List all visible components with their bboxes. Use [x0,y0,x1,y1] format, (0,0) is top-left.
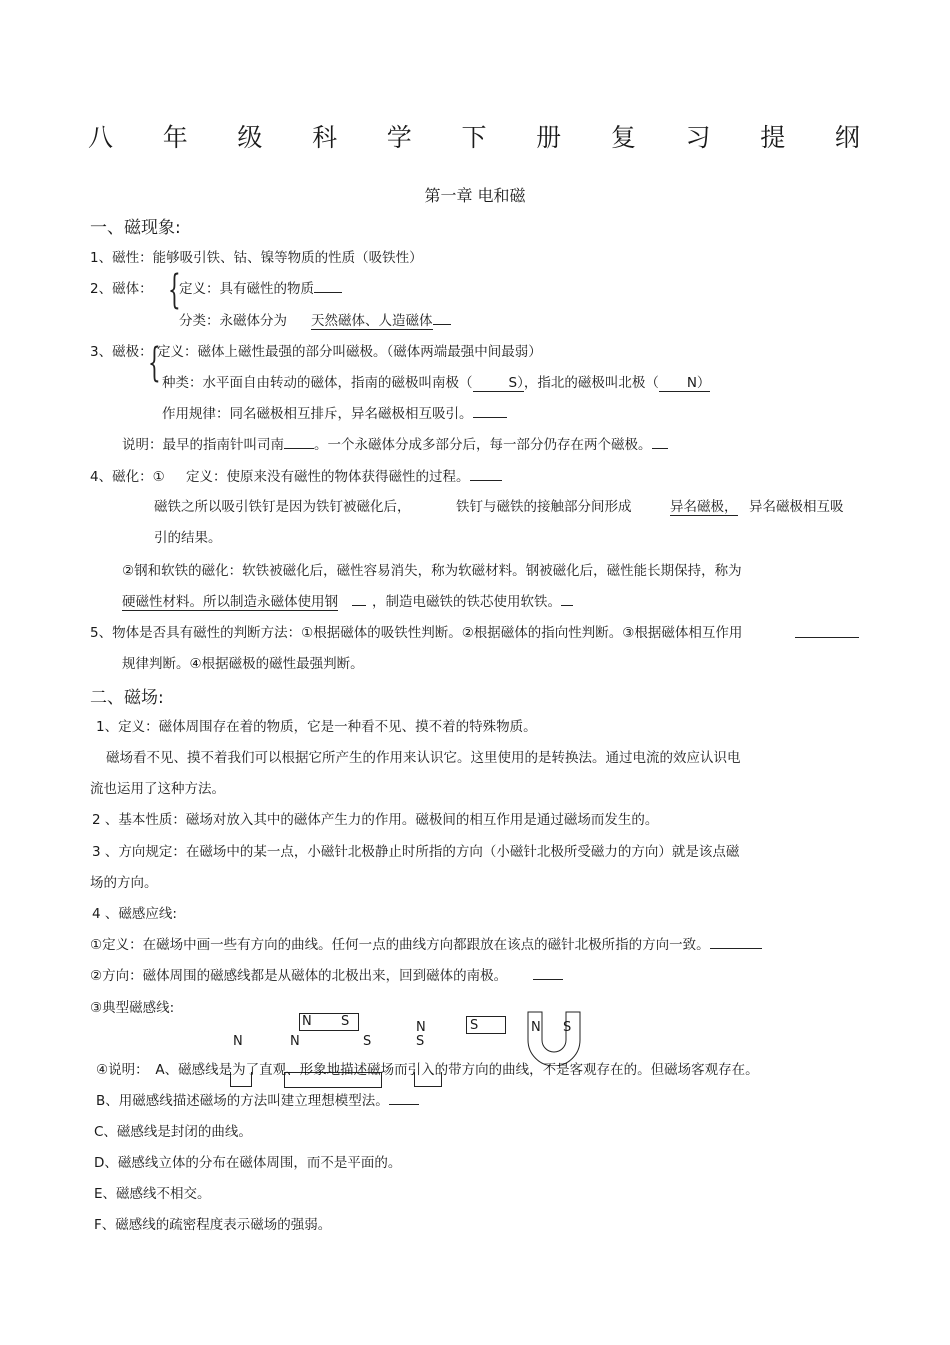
section1-heading: 一、磁现象: [90,218,181,238]
title-char: 提 [760,123,786,152]
s1-item2-def: 定义：具有磁性的物质 [179,277,342,297]
title-char: 复 [610,123,636,152]
title-char: 八 [88,123,114,152]
title-char: 科 [312,123,338,152]
magnet-label: S [563,1020,572,1035]
s2-item3: 3 、方向规定：在磁场中的某一点，小磁针北极静止时所指的方向（小磁针北极所受磁力的方向）就是该点磁 [92,844,740,860]
chapter-heading: 第一章 电和磁 [424,186,526,205]
s1-item3-def: 定义：磁体上磁性最强的部分叫磁极。（磁体两端最强中间最弱） [157,344,542,360]
s2-item3-cont: 场的方向。 [90,875,158,891]
s2-item1: 1、定义：磁体周围存在着的物质，它是一种看不见、摸不着的特殊物质。 [96,719,537,735]
title-char: 习 [685,123,711,152]
magnet-label: N [416,1020,426,1035]
magnet-label: N [290,1034,300,1049]
s2-item4-dir: ②方向：磁体周围的磁感线都是从磁体的北极出来，回到磁体的南极。 [90,964,563,984]
title-char: 册 [536,123,562,152]
title-char: 级 [237,123,263,152]
s2-item1-note2: 流也运用了这种方法。 [90,781,225,797]
s2-item4-D: D、磁感线立体的分布在磁体周围，而不是平面的。 [94,1155,402,1171]
blank-line [795,637,859,638]
s2-item4-def: ①定义：在磁场中画一些有方向的曲线。任何一点的曲线方向都跟放在该点的磁针北极所指的方向一致。 [90,933,762,953]
s1-item4-def: 定义：使原来没有磁性的物体获得磁性的过程。 [186,465,502,485]
s2-item4-B: B、用磁感线描述磁场的方法叫建立理想模型法。 [96,1089,419,1109]
s1-item4-soft: ②钢和软铁的磁化：软铁被磁化后，磁性容易消失，称为软磁材料。钢被磁化后，磁性能长期保持，称为 [122,563,742,579]
s2-item4-A: ④说明： A、磁感线是为了直观、形象地描述磁场而引入的带方向的曲线，不是客观存在的。但磁场客观存在。 [96,1062,759,1078]
s1-item4-exp2: 引的结果。 [154,530,222,546]
magnet-label: S [363,1034,372,1049]
s1-item4-hard: 硬磁性材料。所以制造永磁体使用钢 ，制造电磁铁的铁芯使用软铁。 [122,590,573,610]
s1-item2-label: 2、磁体： [90,281,153,297]
s2-item4-typ: ③典型磁感线: [90,1000,175,1016]
s1-item1: 1、磁性：能够吸引铁、钴、镍等物质的性质（吸铁性） [90,250,423,266]
s1-item3-rule: 作用规律：同名磁极相互排斥，异名磁极相互吸引。 [162,402,507,422]
s2-item1-note: 磁场看不见、摸不着我们可以根据它所产生的作用来认识它。这里使用的是转换法。通过电流的效应认识电 [106,750,741,766]
brace-icon: { [168,267,181,313]
s1-item4-exp1a: 磁铁之所以吸引铁钉是因为铁钉被磁化后， [154,499,411,515]
magnet-label: N [531,1020,541,1035]
s1-item5-cont: 规律判断。④根据磁极的磁性最强判断。 [122,656,364,672]
s2-item4-E: E、磁感线不相交。 [94,1186,211,1202]
document-title [88,118,860,152]
s2-item2: 2 、基本性质：磁场对放入其中的磁体产生力的作用。磁极间的相互作用是通过磁场而发生的。 [92,812,659,828]
magnet-label: N [302,1014,312,1029]
title-char: 学 [386,123,412,152]
s2-item4-C: C、磁感线是封闭的曲线。 [94,1124,252,1140]
s1-item4-exp1c: 异名磁极， [670,495,738,516]
s2-item4: 4 、磁感应线: [92,906,177,922]
magnet-label: S [341,1014,350,1029]
title-char: 下 [461,123,487,152]
section2-heading: 二、磁场: [90,688,164,708]
magnet-label: N [233,1034,243,1049]
s1-item4-label: 4、磁化：① [90,469,165,485]
s2-item4-F: F、磁感线的疏密程度表示磁场的强弱。 [94,1217,332,1233]
title-char: 年 [162,123,188,152]
s1-item3-label: 3、磁极： [90,344,153,360]
s1-item3-kind: 种类：水平面自由转动的磁体，指南的磁极叫南极（ S），指北的磁极叫北极（ N） [162,375,711,391]
s1-item4-exp1d: 异名磁极相互吸 [749,499,844,515]
s1-item3-note: 说明：最早的指南针叫司南 。一个永磁体分成多部分后，每一部分仍存在两个磁极。 [122,433,668,453]
s1-item5: 5、物体是否具有磁性的判断方法：①根据磁体的吸铁性判断。②根据磁体的指向性判断。③根据磁体相互作用 [90,625,743,641]
brace-icon: { [148,340,161,386]
s1-item4-exp1b: 铁钉与磁铁的接触部分间形成 [456,499,632,515]
magnet-label: S [470,1018,479,1033]
s1-item2-class: 分类：永磁体分为 天然磁体、人造磁体 [179,309,451,329]
magnet-label: S [416,1034,425,1049]
title-char: 纲 [834,123,860,152]
